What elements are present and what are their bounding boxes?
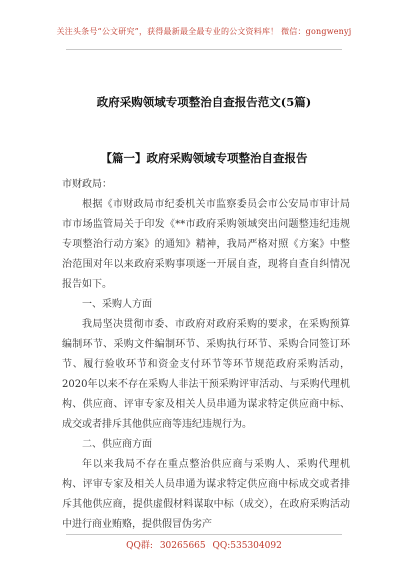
- intro-paragraph: 根据《市财政局市纪委机关市监察委员会市公安局市审计局市市场监管局关于印发《**市政府采购领域突出问题整违纪违规专项整治行动方案》的通知》精神，我局严格对照《方案》中整治范围对年以来政府采购事项逐一开展自查，现将自查自纠情况报告如下。: [62, 199, 350, 290]
- document-body: [62, 175, 350, 535]
- header-divider: [66, 49, 342, 50]
- addressee-line: 市财政局：: [62, 179, 112, 190]
- purchaser-paragraph: 我局坚决贯彻市委、市政府对政府采购的要求，在采购预算编制环节、采购文件编制环节、采购执行环节、采购合同签订环节、履行验收环节和资金支付环节等环节规范政府采购活动，2020年以来不存在采购人非法干预采购评审活动、与采购代理机构、供应商、评审专家及相关人员串通为谋求特定供应商中标、成交或者排斥其他供应商等违纪违规行为。: [62, 319, 350, 430]
- footer-qq-contact: QQ群: 30265665 QQ:535304092: [126, 541, 282, 551]
- supplier-paragraph: 年以来我局不存在重点整治供应商与采购人、采购代理机构、评审专家及相关人员串通为谋求特定供应商中标成交或者排斥其他供应商，提供虚假材料谋取中标（成交），在政府采购活动中进行商业贿赂，提供假冒伪劣产: [62, 459, 350, 530]
- section-title: 【篇一】政府采购领域专项整治自查报告: [100, 151, 308, 165]
- header-promo-note: 关注头条号“公文研究”，获得最新最全最专业的公文资料库！ 微信：gongwenyj: [56, 27, 352, 36]
- footer-divider: [66, 534, 342, 535]
- document-title: 政府采购领域专项整治自查报告范文(5篇): [96, 95, 312, 109]
- heading-supplier: 二、供应商方面: [82, 439, 152, 450]
- heading-purchaser: 一、采购人方面: [82, 299, 152, 310]
